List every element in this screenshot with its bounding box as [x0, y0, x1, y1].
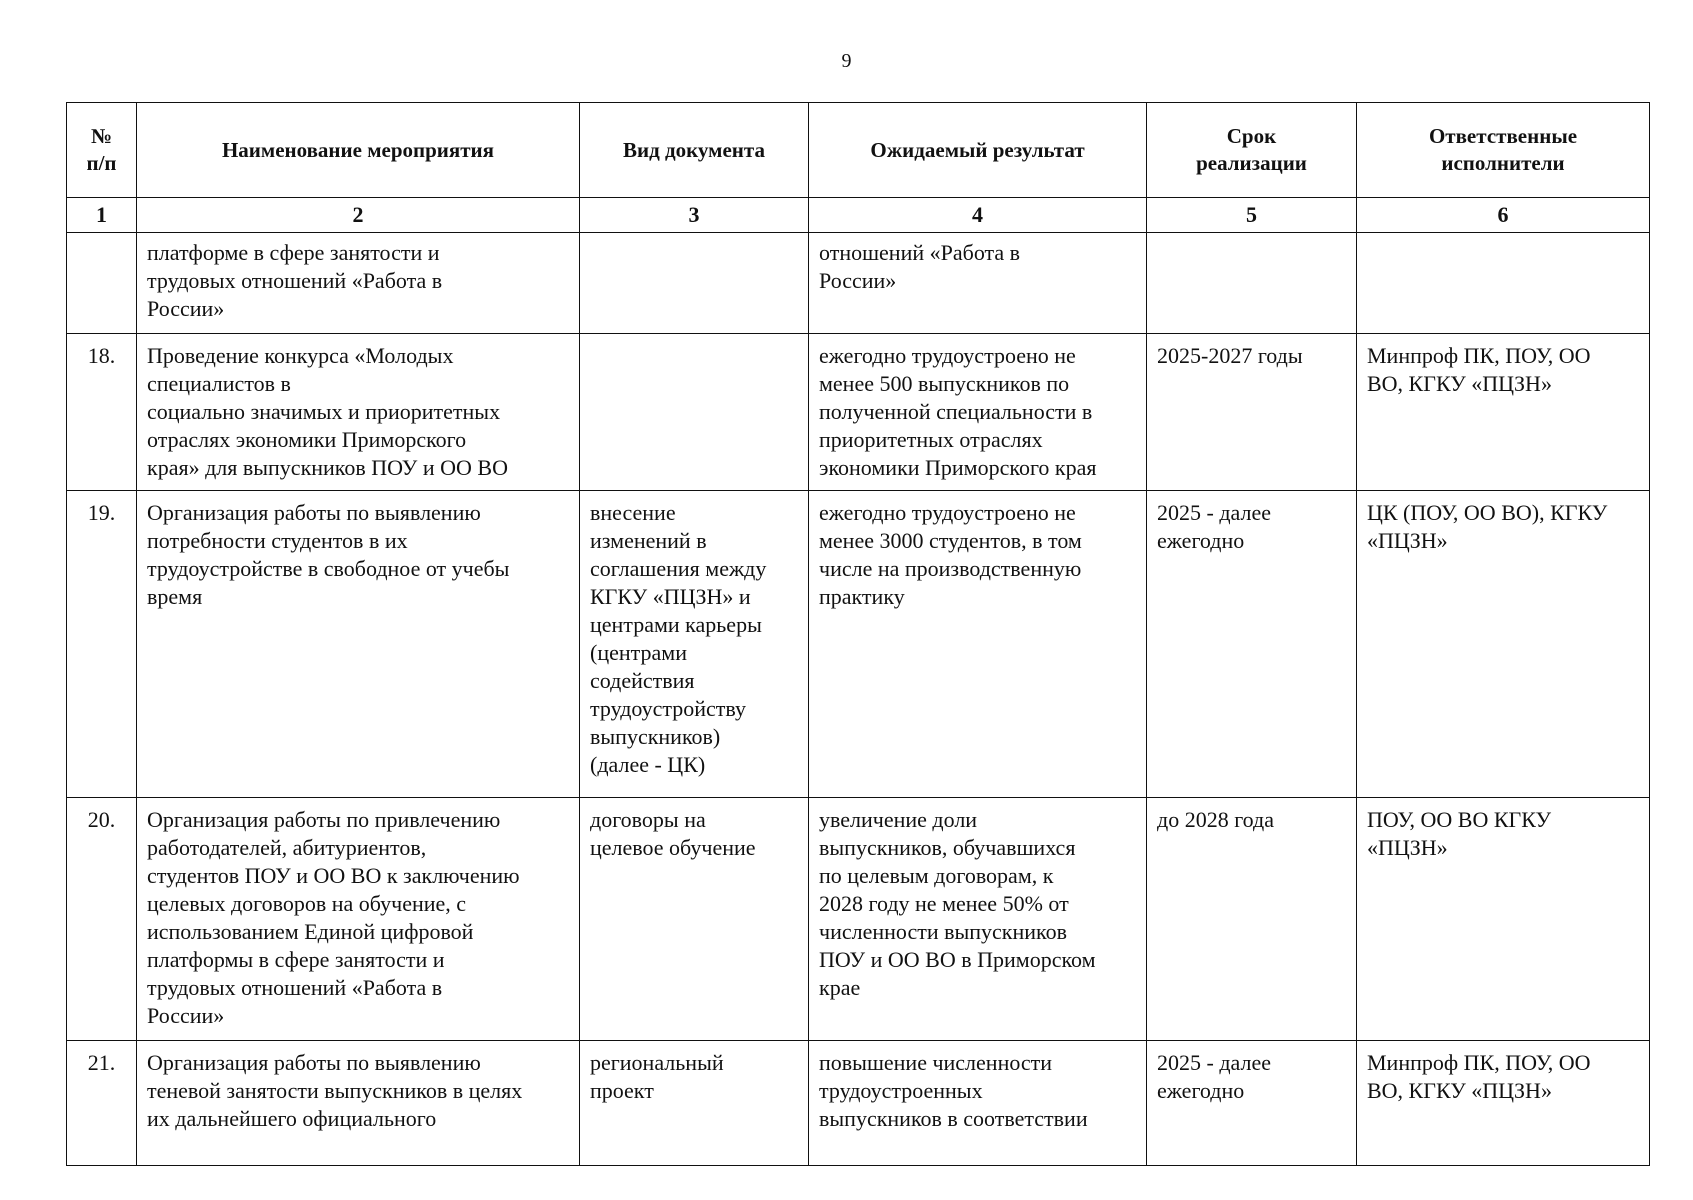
document-type: [580, 334, 809, 491]
deadline: до 2028 года: [1147, 798, 1357, 1041]
expected-result: увеличение доли выпускников, обучавшихся по целевым договорам, к 2028 году не менее 50% от численности выпускников ПОУ и ОО ВО в Приморском крае: [809, 798, 1147, 1041]
table-row: [67, 798, 1650, 1041]
header-document-type: Вид документа: [580, 103, 809, 198]
column-number: 6: [1357, 198, 1650, 233]
document-type: [580, 233, 809, 334]
responsible: ПОУ, ОО ВО КГКУ «ПЦЗН»: [1357, 798, 1650, 1041]
column-number: 3: [580, 198, 809, 233]
column-number-row: [67, 198, 1650, 233]
row-number: 20.: [67, 798, 137, 1041]
document-type: внесение изменений в соглашения между КГКУ «ПЦЗН» и центрами карьеры (центрами содействия трудоустройству выпускников) (далее - ЦК): [580, 491, 809, 798]
action-plan-table: [66, 102, 1650, 1166]
header-number: № п/п: [67, 103, 137, 198]
expected-result: ежегодно трудоустроено не менее 3000 студентов, в том числе на производственную практику: [809, 491, 1147, 798]
event-name: платформе в сфере занятости и трудовых отношений «Работа в России»: [137, 233, 580, 334]
header-row: [67, 103, 1650, 198]
deadline: 2025-2027 годы: [1147, 334, 1357, 491]
column-number: 2: [137, 198, 580, 233]
deadline: 2025 - далее ежегодно: [1147, 1041, 1357, 1166]
table-row-continued: [67, 233, 1650, 334]
header-event-name: Наименование мероприятия: [137, 103, 580, 198]
table-row: [67, 491, 1650, 798]
expected-result: отношений «Работа в России»: [809, 233, 1147, 334]
row-number: 21.: [67, 1041, 137, 1166]
header-responsible: Ответственные исполнители: [1357, 103, 1650, 198]
responsible: Минпроф ПК, ПОУ, ОО ВО, КГКУ «ПЦЗН»: [1357, 334, 1650, 491]
column-number: 1: [67, 198, 137, 233]
table-row: [67, 334, 1650, 491]
event-name: Организация работы по выявлению потребности студентов в их трудоустройстве в свободное от учебы время: [137, 491, 580, 798]
document-type: региональный проект: [580, 1041, 809, 1166]
expected-result: ежегодно трудоустроено не менее 500 выпускников по полученной специальности в приоритетных отраслях экономики Приморского края: [809, 334, 1147, 491]
column-number: 5: [1147, 198, 1357, 233]
event-name: Организация работы по выявлению теневой занятости выпускников в целях их дальнейшего официального: [137, 1041, 580, 1166]
row-number: 18.: [67, 334, 137, 491]
header-deadline: Срок реализации: [1147, 103, 1357, 198]
expected-result: повышение численности трудоустроенных выпускников в соответствии: [809, 1041, 1147, 1166]
page-number: 9: [841, 50, 852, 72]
responsible: [1357, 233, 1650, 334]
header-expected-result: Ожидаемый результат: [809, 103, 1147, 198]
event-name: Организация работы по привлечению работодателей, абитуриентов, студентов ПОУ и ОО ВО к заключению целевых договоров на обучение, с использованием Единой цифровой платформы в сфере занятости и трудовых отношений «Работа в России»: [137, 798, 580, 1041]
row-number: [67, 233, 137, 334]
responsible: Минпроф ПК, ПОУ, ОО ВО, КГКУ «ПЦЗН»: [1357, 1041, 1650, 1166]
deadline: [1147, 233, 1357, 334]
event-name: Проведение конкурса «Молодых специалистов в социально значимых и приоритетных отраслях экономики Приморского края» для выпускников ПОУ и ОО ВО: [137, 334, 580, 491]
document-type: договоры на целевое обучение: [580, 798, 809, 1041]
row-number: 19.: [67, 491, 137, 798]
deadline: 2025 - далее ежегодно: [1147, 491, 1357, 798]
table-row: [67, 1041, 1650, 1166]
responsible: ЦК (ПОУ, ОО ВО), КГКУ «ПЦЗН»: [1357, 491, 1650, 798]
column-number: 4: [809, 198, 1147, 233]
